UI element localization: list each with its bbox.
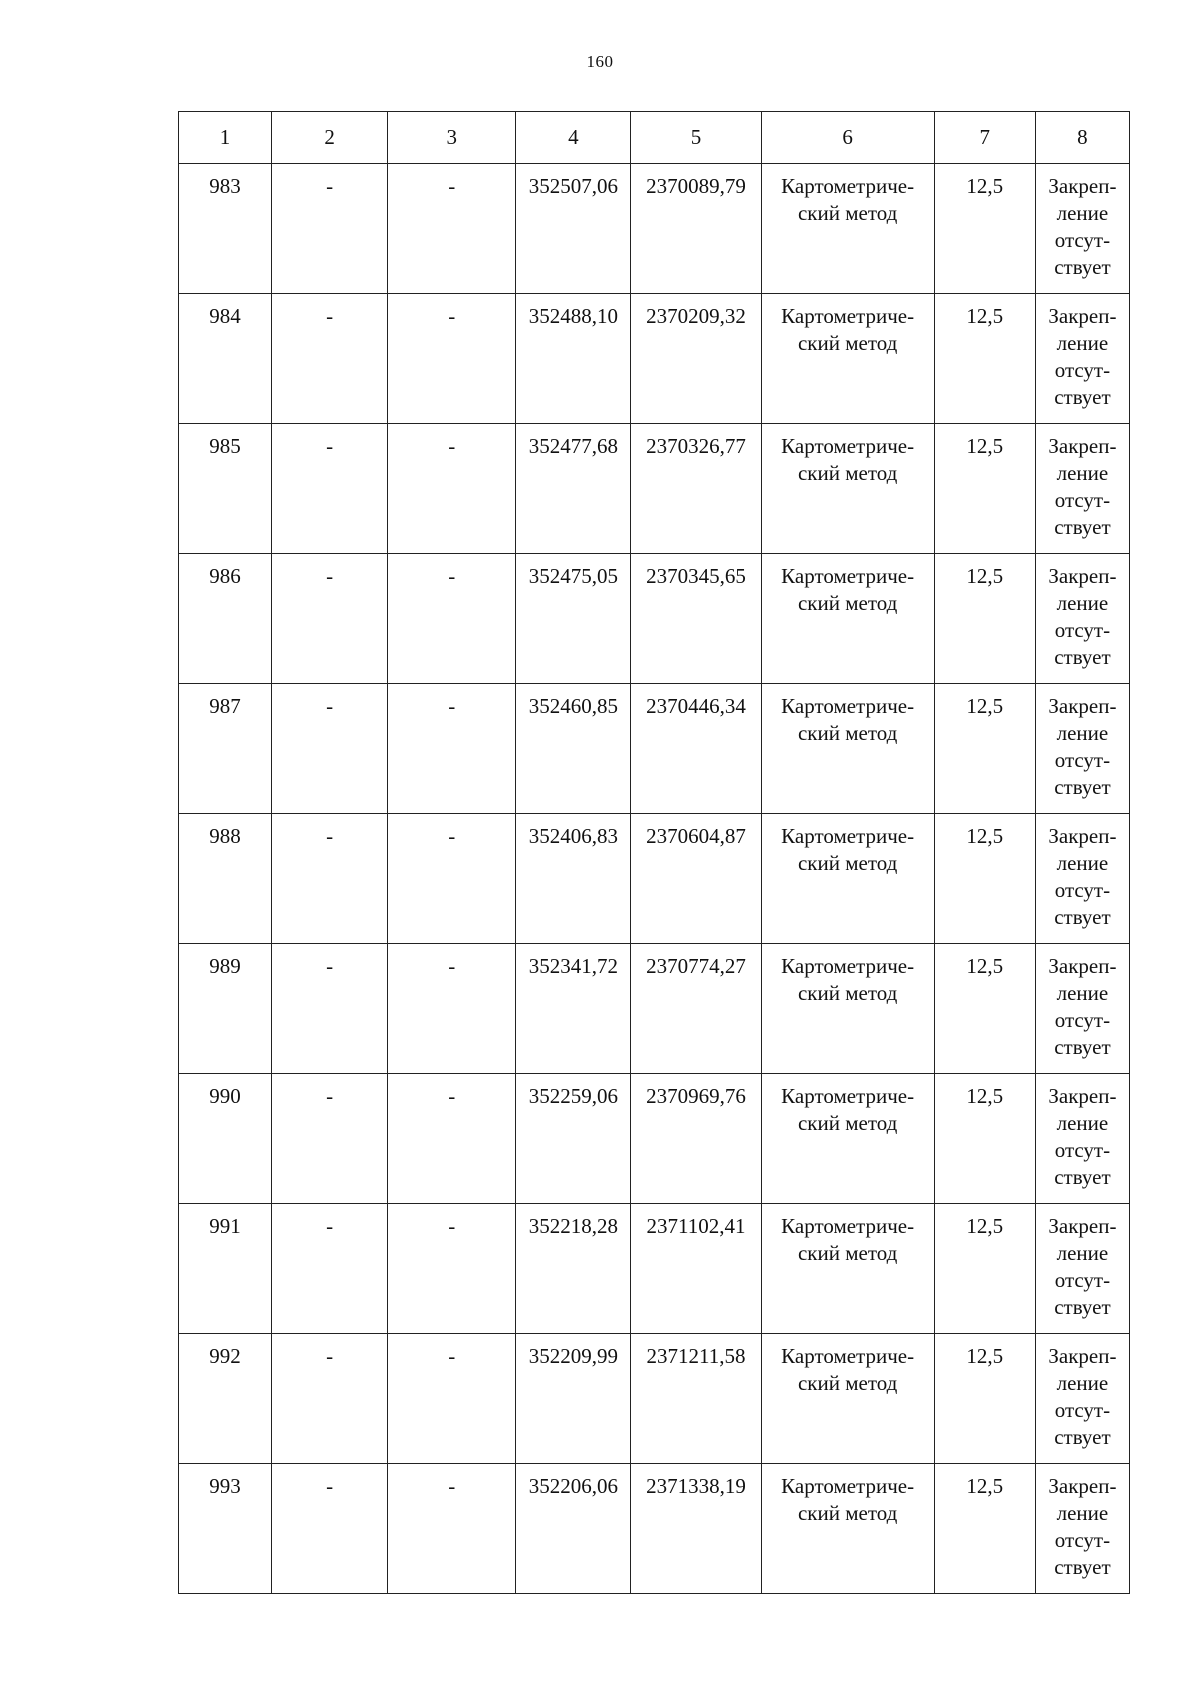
table-row: [179, 684, 1130, 814]
point-number-cell-text: 986: [209, 564, 241, 588]
header-col-8: 8: [1035, 112, 1129, 164]
method-cell-line: Картометриче-: [781, 1344, 915, 1368]
col-3-cell-text: -: [448, 954, 456, 978]
fixing-cell: [1035, 554, 1129, 684]
accuracy-cell-text: 12,5: [966, 304, 1004, 328]
accuracy-cell-text: 12,5: [966, 1084, 1004, 1108]
point-number-cell: [179, 684, 272, 814]
x-coordinate-cell-text: 352488,10: [528, 304, 618, 328]
x-coordinate-cell: [516, 294, 631, 424]
method-cell-text: [762, 1334, 934, 1397]
x-coordinate-cell-text: 352460,85: [528, 694, 618, 718]
col-3-cell: [388, 684, 516, 814]
col-3-cell-text: -: [448, 304, 456, 328]
fixing-cell-line: ление: [1056, 591, 1109, 615]
fixing-cell-line: ление: [1056, 1111, 1109, 1135]
accuracy-cell: [934, 1204, 1035, 1334]
col-2-cell-text: -: [326, 824, 334, 848]
fixing-cell-line: ствует: [1054, 1165, 1111, 1189]
method-cell: [761, 554, 934, 684]
fixing-cell-line: ствует: [1054, 255, 1111, 279]
method-cell-text: [762, 294, 934, 357]
fixing-cell-line: ствует: [1054, 1035, 1111, 1059]
fixing-cell-line: отсут-: [1054, 618, 1111, 642]
method-cell-line: Картометриче-: [781, 1214, 915, 1238]
point-number-cell-text: 993: [209, 1474, 241, 1498]
col-2-cell: [272, 554, 388, 684]
point-number-cell: [179, 1074, 272, 1204]
point-number-cell-text: 983: [209, 174, 241, 198]
accuracy-cell: [934, 944, 1035, 1074]
table-row: [179, 1204, 1130, 1334]
method-cell: [761, 814, 934, 944]
y-coordinate-cell: [631, 684, 761, 814]
x-coordinate-cell-text: 352218,28: [528, 1214, 618, 1238]
y-coordinate-cell: [631, 1334, 761, 1464]
fixing-cell-line: Закреп-: [1048, 174, 1117, 198]
method-cell: [761, 294, 934, 424]
col-2-cell-text: -: [326, 1214, 334, 1238]
method-cell-line: ский метод: [797, 201, 898, 225]
page-number: 160: [586, 52, 614, 71]
method-cell-line: ский метод: [797, 1111, 898, 1135]
accuracy-cell: [934, 294, 1035, 424]
method-cell-line: Картометриче-: [781, 304, 915, 328]
accuracy-cell-text: 12,5: [966, 824, 1004, 848]
point-number-cell: [179, 814, 272, 944]
accuracy-cell-text: 12,5: [966, 1344, 1004, 1368]
fixing-cell: [1035, 1334, 1129, 1464]
fixing-cell-line: ление: [1056, 981, 1109, 1005]
point-number-cell: [179, 1204, 272, 1334]
y-coordinate-cell-text: 2371102,41: [646, 1214, 746, 1238]
fixing-cell-line: ствует: [1054, 1425, 1111, 1449]
col-2-cell-text: -: [326, 564, 334, 588]
fixing-cell-line: ление: [1056, 1501, 1109, 1525]
fixing-cell-line: отсут-: [1054, 748, 1111, 772]
table-row: [179, 164, 1130, 294]
table-row: [179, 1074, 1130, 1204]
accuracy-cell: [934, 554, 1035, 684]
col-2-cell-text: -: [326, 954, 334, 978]
col-3-cell: [388, 164, 516, 294]
fixing-cell-line: отсут-: [1054, 358, 1111, 382]
y-coordinate-cell: [631, 164, 761, 294]
col-2-cell-text: -: [326, 304, 334, 328]
fixing-cell-line: отсут-: [1054, 1398, 1111, 1422]
fixing-cell-text: [1036, 1334, 1129, 1451]
method-cell-line: ский метод: [797, 721, 898, 745]
col-2-cell-text: -: [326, 1344, 334, 1368]
col-3-cell-text: -: [448, 174, 456, 198]
method-cell: [761, 684, 934, 814]
y-coordinate-cell: [631, 424, 761, 554]
col-3-cell: [388, 294, 516, 424]
fixing-cell-line: Закреп-: [1048, 434, 1117, 458]
x-coordinate-cell: [516, 1464, 631, 1594]
method-cell-line: Картометриче-: [781, 564, 915, 588]
point-number-cell-text: 985: [209, 434, 241, 458]
col-3-cell-text: -: [448, 1214, 456, 1238]
method-cell-line: ский метод: [797, 851, 898, 875]
col-3-cell: [388, 1334, 516, 1464]
col-2-cell: [272, 1074, 388, 1204]
method-cell-text: [762, 554, 934, 617]
accuracy-cell-text: 12,5: [966, 174, 1004, 198]
fixing-cell-text: [1036, 1204, 1129, 1321]
y-coordinate-cell: [631, 814, 761, 944]
x-coordinate-cell-text: 352341,72: [528, 954, 618, 978]
fixing-cell-line: Закреп-: [1048, 304, 1117, 328]
x-coordinate-cell: [516, 684, 631, 814]
method-cell: [761, 164, 934, 294]
point-number-cell-text: 991: [209, 1214, 241, 1238]
table-row: [179, 294, 1130, 424]
col-2-cell: [272, 1334, 388, 1464]
col-2-cell-text: -: [326, 434, 334, 458]
table-row: [179, 814, 1130, 944]
fixing-cell: [1035, 1204, 1129, 1334]
accuracy-cell: [934, 1334, 1035, 1464]
fixing-cell-line: ствует: [1054, 1295, 1111, 1319]
point-number-cell: [179, 294, 272, 424]
y-coordinate-cell: [631, 554, 761, 684]
fixing-cell: [1035, 944, 1129, 1074]
y-coordinate-cell-text: 2370604,87: [646, 824, 746, 848]
method-cell: [761, 1464, 934, 1594]
fixing-cell-line: отсут-: [1054, 878, 1111, 902]
header-col-3: 3: [388, 112, 516, 164]
header-col-4: 4: [516, 112, 631, 164]
x-coordinate-cell-text: 352507,06: [528, 174, 618, 198]
table-row: [179, 424, 1130, 554]
point-number-cell-text: 987: [209, 694, 241, 718]
y-coordinate-cell: [631, 1204, 761, 1334]
method-cell-text: [762, 814, 934, 877]
x-coordinate-cell-text: 352477,68: [528, 434, 618, 458]
col-3-cell-text: -: [448, 824, 456, 848]
col-3-cell-text: -: [448, 434, 456, 458]
method-cell-line: ский метод: [797, 1371, 898, 1395]
fixing-cell-text: [1036, 944, 1129, 1061]
method-cell-text: [762, 1074, 934, 1137]
header-col-2: 2: [272, 112, 388, 164]
fixing-cell-line: отсут-: [1054, 1138, 1111, 1162]
y-coordinate-cell-text: 2370345,65: [646, 564, 746, 588]
col-3-cell: [388, 424, 516, 554]
header-col-6: 6: [761, 112, 934, 164]
fixing-cell-line: ление: [1056, 461, 1109, 485]
fixing-cell-line: отсут-: [1054, 228, 1111, 252]
fixing-cell: [1035, 1464, 1129, 1594]
fixing-cell-line: отсут-: [1054, 1528, 1111, 1552]
fixing-cell-line: ление: [1056, 201, 1109, 225]
col-3-cell: [388, 1464, 516, 1594]
point-number-cell-text: 984: [209, 304, 241, 328]
fixing-cell-line: отсут-: [1054, 1008, 1111, 1032]
fixing-cell: [1035, 424, 1129, 554]
fixing-cell-line: Закреп-: [1048, 1214, 1117, 1238]
point-number-cell: [179, 944, 272, 1074]
method-cell-line: ский метод: [797, 331, 898, 355]
x-coordinate-cell-text: 352259,06: [528, 1084, 618, 1108]
x-coordinate-cell: [516, 1074, 631, 1204]
fixing-cell: [1035, 164, 1129, 294]
y-coordinate-cell: [631, 944, 761, 1074]
method-cell-text: [762, 944, 934, 1007]
point-number-cell-text: 988: [209, 824, 241, 848]
fixing-cell-line: ление: [1056, 851, 1109, 875]
accuracy-cell-text: 12,5: [966, 564, 1004, 588]
fixing-cell-line: Закреп-: [1048, 1344, 1117, 1368]
point-number-cell-text: 992: [209, 1344, 241, 1368]
point-number-cell-text: 989: [209, 954, 241, 978]
accuracy-cell-text: 12,5: [966, 1214, 1004, 1238]
y-coordinate-cell: [631, 294, 761, 424]
col-2-cell: [272, 424, 388, 554]
y-coordinate-cell: [631, 1074, 761, 1204]
method-cell-text: [762, 684, 934, 747]
point-number-cell: [179, 164, 272, 294]
point-number-cell: [179, 1464, 272, 1594]
method-cell-line: ский метод: [797, 981, 898, 1005]
col-2-cell: [272, 684, 388, 814]
fixing-cell-text: [1036, 1464, 1129, 1581]
method-cell: [761, 1074, 934, 1204]
method-cell-line: Картометриче-: [781, 694, 915, 718]
col-3-cell: [388, 1204, 516, 1334]
fixing-cell-text: [1036, 294, 1129, 411]
col-3-cell: [388, 554, 516, 684]
method-cell-line: Картометриче-: [781, 434, 915, 458]
fixing-cell-line: ление: [1056, 1241, 1109, 1265]
col-2-cell: [272, 294, 388, 424]
fixing-cell-line: ление: [1056, 331, 1109, 355]
accuracy-cell: [934, 1464, 1035, 1594]
point-number-cell: [179, 424, 272, 554]
fixing-cell-line: Закреп-: [1048, 694, 1117, 718]
method-cell-line: Картометриче-: [781, 174, 915, 198]
fixing-cell: [1035, 1074, 1129, 1204]
method-cell-text: [762, 1464, 934, 1527]
fixing-cell-text: [1036, 814, 1129, 931]
x-coordinate-cell: [516, 944, 631, 1074]
col-3-cell: [388, 1074, 516, 1204]
coordinates-table: [178, 111, 1130, 1594]
fixing-cell: [1035, 814, 1129, 944]
table-row: [179, 554, 1130, 684]
header-col-1: 1: [179, 112, 272, 164]
accuracy-cell: [934, 1074, 1035, 1204]
method-cell-line: ский метод: [797, 461, 898, 485]
y-coordinate-cell-text: 2370326,77: [646, 434, 746, 458]
fixing-cell-line: ствует: [1054, 385, 1111, 409]
method-cell-text: [762, 424, 934, 487]
accuracy-cell: [934, 164, 1035, 294]
accuracy-cell-text: 12,5: [966, 434, 1004, 458]
col-2-cell-text: -: [326, 174, 334, 198]
accuracy-cell-text: 12,5: [966, 694, 1004, 718]
fixing-cell-text: [1036, 554, 1129, 671]
x-coordinate-cell-text: 352209,99: [528, 1344, 618, 1368]
method-cell-text: [762, 164, 934, 227]
col-2-cell: [272, 1464, 388, 1594]
table-row: [179, 944, 1130, 1074]
accuracy-cell-text: 12,5: [966, 954, 1004, 978]
method-cell-line: ский метод: [797, 591, 898, 615]
y-coordinate-cell-text: 2370089,79: [646, 174, 746, 198]
col-2-cell: [272, 814, 388, 944]
col-2-cell-text: -: [326, 1084, 334, 1108]
col-3-cell: [388, 814, 516, 944]
method-cell-line: Картометриче-: [781, 954, 915, 978]
x-coordinate-cell: [516, 1204, 631, 1334]
method-cell-line: Картометриче-: [781, 1474, 915, 1498]
fixing-cell-line: Закреп-: [1048, 1474, 1117, 1498]
fixing-cell-line: Закреп-: [1048, 1084, 1117, 1108]
col-3-cell: [388, 944, 516, 1074]
method-cell: [761, 1334, 934, 1464]
x-coordinate-cell: [516, 1334, 631, 1464]
table-row: [179, 1334, 1130, 1464]
point-number-cell: [179, 1334, 272, 1464]
col-3-cell-text: -: [448, 694, 456, 718]
table-header: [179, 112, 1130, 164]
y-coordinate-cell: [631, 1464, 761, 1594]
method-cell-line: Картометриче-: [781, 824, 915, 848]
method-cell-text: [762, 1204, 934, 1267]
fixing-cell-text: [1036, 684, 1129, 801]
fixing-cell: [1035, 684, 1129, 814]
x-coordinate-cell-text: 352475,05: [528, 564, 618, 588]
method-cell-line: ский метод: [797, 1501, 898, 1525]
table-row: [179, 1464, 1130, 1594]
accuracy-cell-text: 12,5: [966, 1474, 1004, 1498]
col-2-cell: [272, 1204, 388, 1334]
col-2-cell-text: -: [326, 694, 334, 718]
col-3-cell-text: -: [448, 1344, 456, 1368]
header-col-7: 7: [934, 112, 1035, 164]
fixing-cell: [1035, 294, 1129, 424]
method-cell-line: ский метод: [797, 1241, 898, 1265]
fixing-cell-line: отсут-: [1054, 488, 1111, 512]
y-coordinate-cell-text: 2370209,32: [646, 304, 746, 328]
fixing-cell-text: [1036, 424, 1129, 541]
col-3-cell-text: -: [448, 1474, 456, 1498]
fixing-cell-line: Закреп-: [1048, 954, 1117, 978]
point-number-cell-text: 990: [209, 1084, 241, 1108]
header-row: [179, 112, 1130, 164]
fixing-cell-line: ствует: [1054, 775, 1111, 799]
x-coordinate-cell: [516, 554, 631, 684]
accuracy-cell: [934, 424, 1035, 554]
method-cell: [761, 424, 934, 554]
y-coordinate-cell-text: 2370969,76: [646, 1084, 746, 1108]
fixing-cell-text: [1036, 164, 1129, 281]
fixing-cell-line: ствует: [1054, 1555, 1111, 1579]
method-cell: [761, 944, 934, 1074]
fixing-cell-line: Закреп-: [1048, 564, 1117, 588]
y-coordinate-cell-text: 2370446,34: [646, 694, 746, 718]
fixing-cell-text: [1036, 1074, 1129, 1191]
y-coordinate-cell-text: 2371211,58: [646, 1344, 746, 1368]
method-cell-line: Картометриче-: [781, 1084, 915, 1108]
y-coordinate-cell-text: 2370774,27: [646, 954, 746, 978]
accuracy-cell: [934, 684, 1035, 814]
y-coordinate-cell-text: 2371338,19: [646, 1474, 746, 1498]
fixing-cell-line: отсут-: [1054, 1268, 1111, 1292]
col-2-cell: [272, 944, 388, 1074]
col-2-cell-text: -: [326, 1474, 334, 1498]
method-cell: [761, 1204, 934, 1334]
table-body: [179, 164, 1130, 1594]
fixing-cell-line: ствует: [1054, 645, 1111, 669]
fixing-cell-line: ление: [1056, 1371, 1109, 1395]
x-coordinate-cell: [516, 164, 631, 294]
x-coordinate-cell: [516, 814, 631, 944]
point-number-cell: [179, 554, 272, 684]
col-3-cell-text: -: [448, 564, 456, 588]
col-2-cell: [272, 164, 388, 294]
accuracy-cell: [934, 814, 1035, 944]
x-coordinate-cell-text: 352406,83: [528, 824, 618, 848]
fixing-cell-line: ление: [1056, 721, 1109, 745]
x-coordinate-cell: [516, 424, 631, 554]
header-col-5: 5: [631, 112, 761, 164]
fixing-cell-line: Закреп-: [1048, 824, 1117, 848]
x-coordinate-cell-text: 352206,06: [528, 1474, 618, 1498]
col-3-cell-text: -: [448, 1084, 456, 1108]
fixing-cell-line: ствует: [1054, 905, 1111, 929]
fixing-cell-line: ствует: [1054, 515, 1111, 539]
